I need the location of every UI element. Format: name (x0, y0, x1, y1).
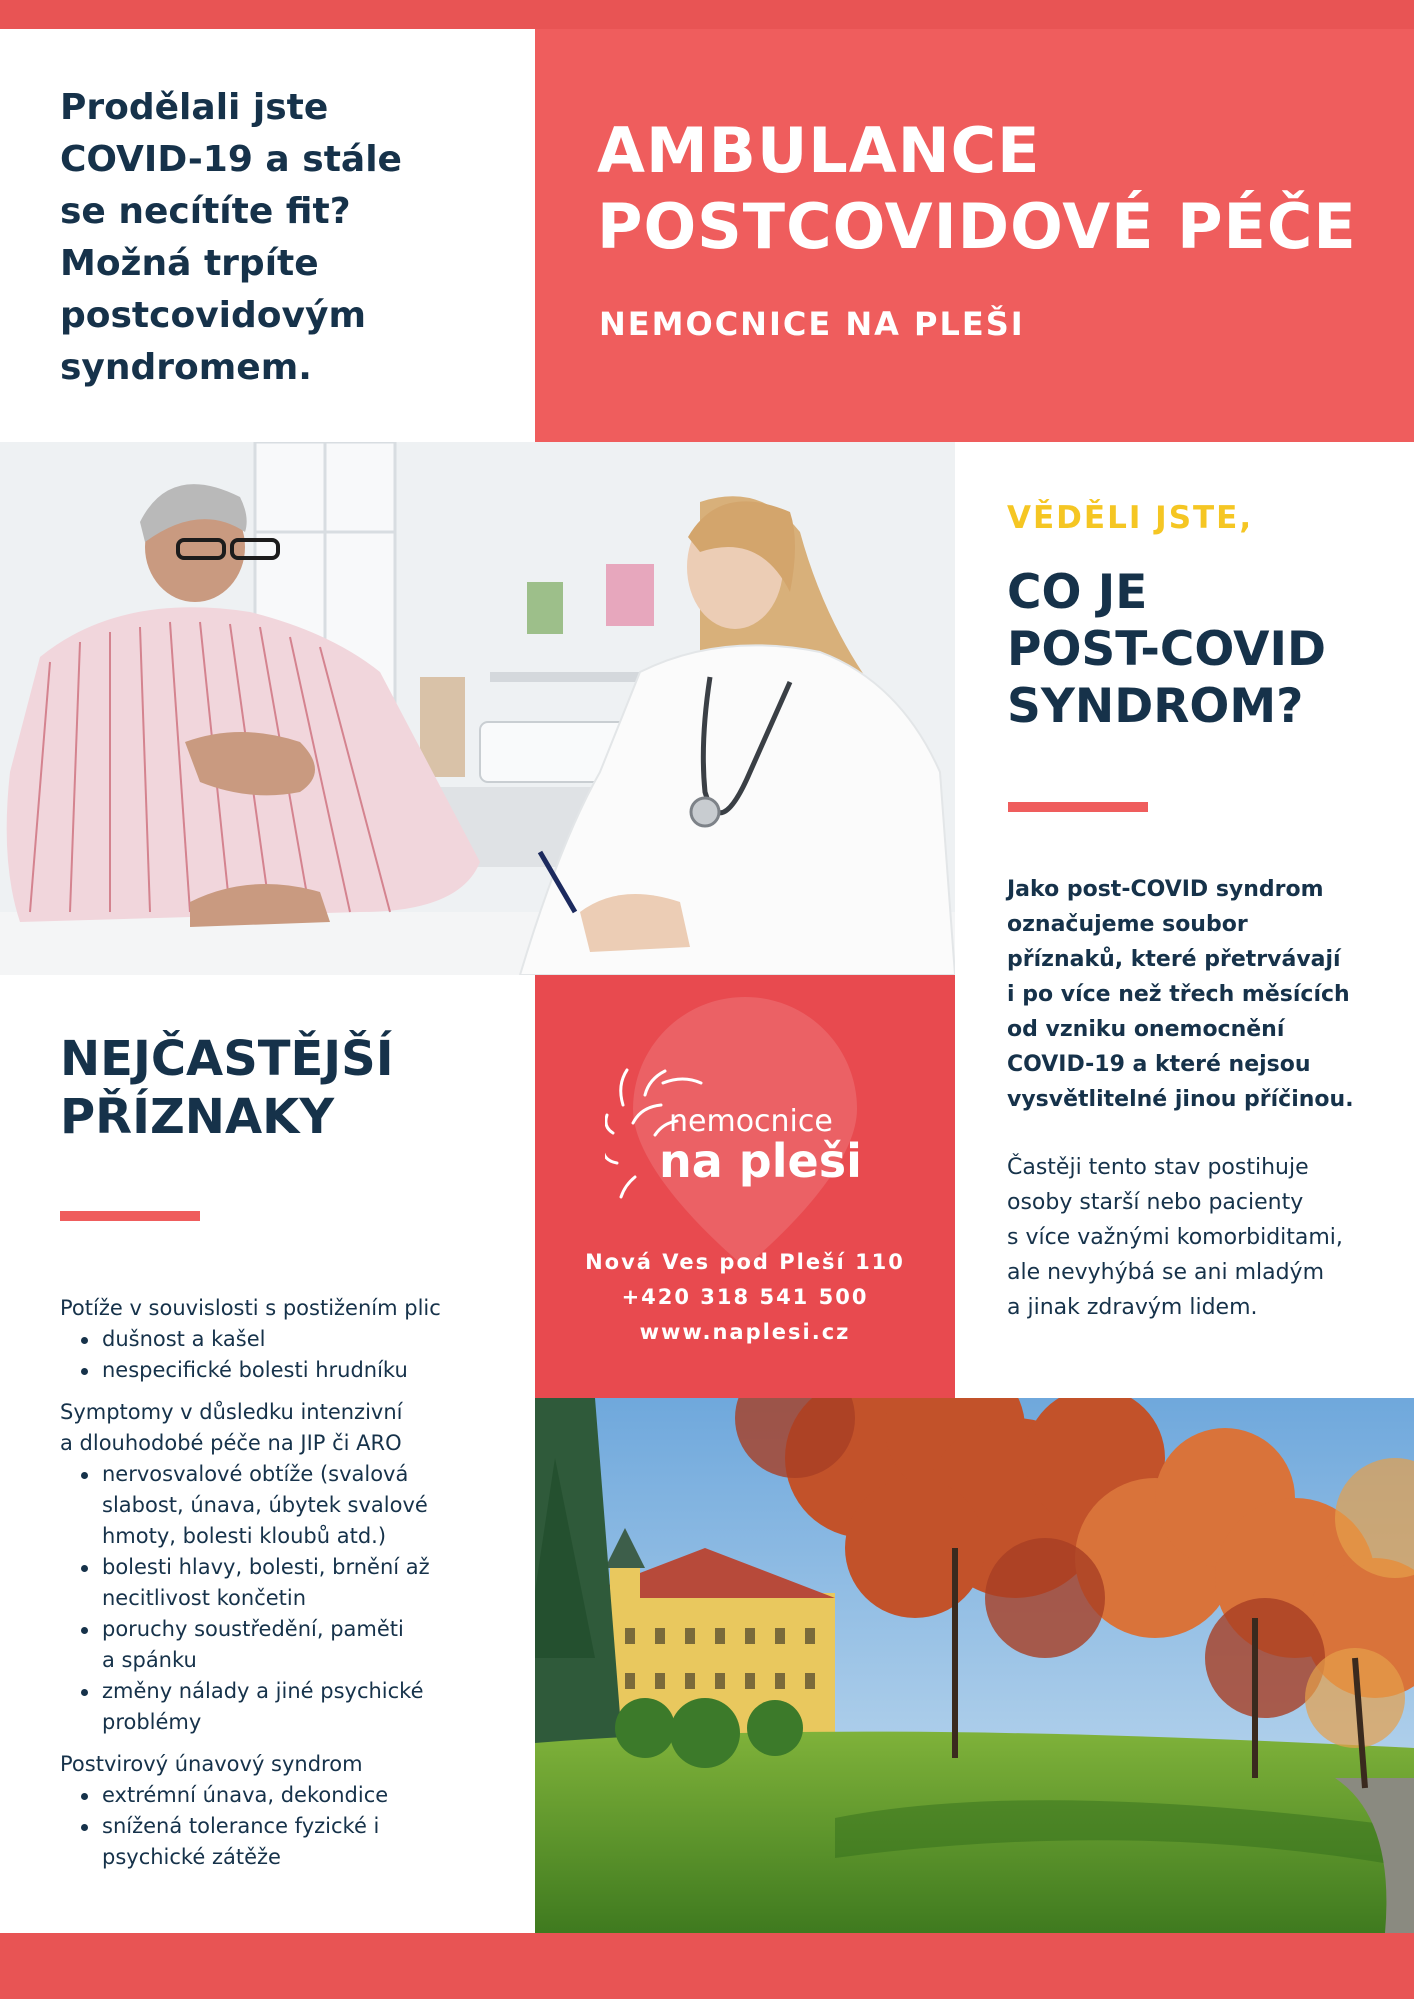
list-item (75, 1676, 500, 1738)
definition-paragraph (1007, 872, 1387, 1117)
bottom-band (0, 1933, 1414, 1999)
page-title (597, 113, 1397, 265)
intro-line: Prodělali jste (60, 87, 329, 128)
list-item (75, 1324, 500, 1355)
symptom-group-icu (60, 1397, 500, 1738)
list-item (75, 1355, 500, 1386)
info-kicker: VĚDĚLI JSTE, (1007, 500, 1254, 536)
item-line: hmoty, bolesti kloubů atd.) (102, 1524, 387, 1548)
title-line: AMBULANCE (597, 114, 1041, 187)
list-item (75, 1811, 500, 1873)
symptoms-title-line: NEJČASTĚJŠÍ (60, 1031, 394, 1087)
headline-line: POST-COVID (1007, 622, 1326, 677)
headline-line: CO JE (1007, 565, 1148, 620)
hospital-logo (605, 1065, 905, 1205)
info-divider (1008, 802, 1148, 812)
intro-line: se necítíte fit? (60, 191, 351, 232)
item-line: nervosvalové obtíže (svalová (102, 1462, 409, 1486)
symptoms-title-line: PŘÍZNAKY (60, 1089, 335, 1145)
paragraph-line: Častěji tento stav postihuje (1007, 1155, 1309, 1180)
symptoms-divider (60, 1211, 200, 1221)
group-heading: a dlouhodobé péče na JIP či ARO (60, 1431, 402, 1455)
list-item (75, 1552, 500, 1614)
item-line: slabost, únava, úbytek svalové (102, 1493, 428, 1517)
group-heading: Postvirový únavový syndrom (60, 1752, 363, 1776)
item-line: problémy (102, 1710, 202, 1734)
group-heading: Potíže v souvislosti s postižením plic (60, 1296, 441, 1320)
item-line: snížená tolerance fyzické i (102, 1814, 380, 1838)
symptom-group-fatigue (60, 1749, 500, 1873)
group-heading: Symptomy v důsledku intenzivní (60, 1400, 403, 1424)
top-band (0, 0, 1414, 29)
intro-line: COVID-19 a stále (60, 139, 402, 180)
symptoms-title (60, 1030, 480, 1146)
logo-line1: nemocnice (669, 1104, 833, 1139)
title-line: POSTCOVIDOVÉ PÉČE (597, 190, 1357, 263)
website: www.naplesi.cz (639, 1320, 851, 1344)
list-item (75, 1614, 500, 1676)
item-line: změny nálady a jiné psychické (102, 1679, 424, 1703)
logo-line2: na pleši (659, 1134, 862, 1188)
intro-question (60, 82, 500, 394)
item-line: dušnost a kašel (102, 1327, 266, 1351)
doctor-patient-illustration (0, 442, 955, 975)
paragraph-line: od vzniku onemocnění (1007, 1017, 1285, 1042)
header-panel (535, 29, 1414, 442)
doctor-patient-photo (0, 442, 955, 975)
symptom-group-lungs (60, 1293, 500, 1386)
intro-line: Možná trpíte (60, 243, 319, 284)
item-line: bolesti hlavy, bolesti, brnění až (102, 1555, 430, 1579)
hospital-park-illustration (535, 1398, 1414, 1933)
item-line: extrémní únava, dekondice (102, 1783, 389, 1807)
item-line: a spánku (102, 1648, 197, 1672)
list-item (75, 1780, 500, 1811)
paragraph-line: Jako post-COVID syndrom (1007, 877, 1324, 902)
phone: +420 318 541 500 (621, 1285, 869, 1309)
paragraph-line: vysvětlitelné jinou příčinou. (1007, 1087, 1354, 1112)
list-item (75, 1459, 500, 1552)
hospital-logo-panel (535, 975, 955, 1398)
contact-info (535, 1245, 955, 1350)
paragraph-line: COVID-19 a které nejsou (1007, 1052, 1311, 1077)
headline-line: SYNDROM? (1007, 679, 1304, 734)
risk-paragraph (1007, 1150, 1387, 1325)
intro-line: postcovidovým (60, 295, 366, 336)
item-line: poruchy soustředění, paměti (102, 1617, 404, 1641)
paragraph-line: a jinak zdravým lidem. (1007, 1295, 1258, 1320)
hospital-park-photo (535, 1398, 1414, 1933)
item-line: nespecifické bolesti hrudníku (102, 1358, 408, 1382)
info-headline (1007, 564, 1387, 735)
item-line: psychické zátěže (102, 1845, 281, 1869)
paragraph-line: ale nevyhýbá se ani mladým (1007, 1260, 1325, 1285)
intro-line: syndromem. (60, 347, 312, 388)
item-line: necitlivost končetin (102, 1586, 307, 1610)
address: Nová Ves pod Pleší 110 (585, 1250, 905, 1274)
page-subtitle: NEMOCNICE NA PLEŠI (599, 305, 1025, 343)
symptoms-list (60, 1293, 500, 1884)
paragraph-line: i po více než třech měsících (1007, 982, 1350, 1007)
paragraph-line: příznaků, které přetrvávají (1007, 947, 1341, 972)
paragraph-line: s více važnými komorbiditami, (1007, 1225, 1343, 1250)
paragraph-line: osoby starší nebo pacienty (1007, 1190, 1304, 1215)
paragraph-line: označujeme soubor (1007, 912, 1248, 937)
post-covid-info (1007, 500, 1387, 1320)
